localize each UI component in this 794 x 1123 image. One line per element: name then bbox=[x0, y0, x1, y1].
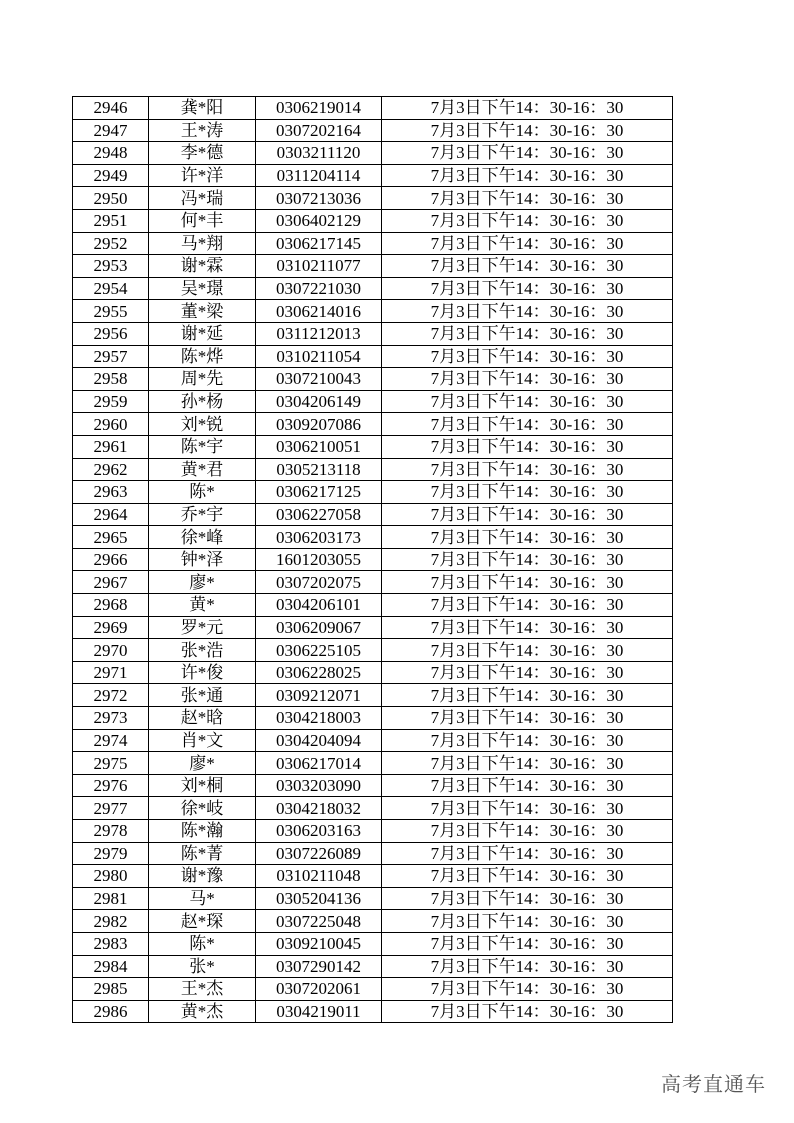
exam-time-cell: 7月3日下午14：30-16：30 bbox=[382, 729, 673, 752]
row-number-cell: 2980 bbox=[73, 865, 149, 888]
watermark-text: 高考直通车 bbox=[661, 1072, 766, 1096]
student-name-cell: 谢*霖 bbox=[149, 255, 256, 278]
row-number-cell: 2957 bbox=[73, 345, 149, 368]
table-row bbox=[73, 774, 673, 797]
row-number-cell: 2955 bbox=[73, 300, 149, 323]
exam-time-cell: 7月3日下午14：30-16：30 bbox=[382, 232, 673, 255]
table-row bbox=[73, 865, 673, 888]
student-id-cell: 0307290142 bbox=[256, 955, 382, 978]
student-id-cell: 0304204094 bbox=[256, 729, 382, 752]
exam-time-cell: 7月3日下午14：30-16：30 bbox=[382, 97, 673, 120]
student-name-cell: 何*丰 bbox=[149, 209, 256, 232]
student-id-cell: 0310211054 bbox=[256, 345, 382, 368]
row-number-cell: 2973 bbox=[73, 707, 149, 730]
table-row bbox=[73, 797, 673, 820]
table-row bbox=[73, 300, 673, 323]
student-id-cell: 0306210051 bbox=[256, 435, 382, 458]
student-id-cell: 0303211120 bbox=[256, 142, 382, 165]
table-row bbox=[73, 232, 673, 255]
table-row bbox=[73, 187, 673, 210]
row-number-cell: 2954 bbox=[73, 277, 149, 300]
student-name-cell: 廖* bbox=[149, 571, 256, 594]
exam-time-cell: 7月3日下午14：30-16：30 bbox=[382, 300, 673, 323]
student-id-cell: 0309210045 bbox=[256, 932, 382, 955]
table-row bbox=[73, 481, 673, 504]
exam-time-cell: 7月3日下午14：30-16：30 bbox=[382, 842, 673, 865]
table-row bbox=[73, 142, 673, 165]
table-row bbox=[73, 684, 673, 707]
table-row bbox=[73, 390, 673, 413]
student-name-cell: 陈* bbox=[149, 932, 256, 955]
row-number-cell: 2947 bbox=[73, 119, 149, 142]
student-name-cell: 许*俊 bbox=[149, 661, 256, 684]
exam-time-cell: 7月3日下午14：30-16：30 bbox=[382, 978, 673, 1001]
student-name-cell: 孙*杨 bbox=[149, 390, 256, 413]
student-id-cell: 0304218003 bbox=[256, 707, 382, 730]
student-id-cell: 0309212071 bbox=[256, 684, 382, 707]
exam-time-cell: 7月3日下午14：30-16：30 bbox=[382, 887, 673, 910]
row-number-cell: 2971 bbox=[73, 661, 149, 684]
student-name-cell: 马*翔 bbox=[149, 232, 256, 255]
student-id-cell: 0307202164 bbox=[256, 119, 382, 142]
exam-time-cell: 7月3日下午14：30-16：30 bbox=[382, 820, 673, 843]
exam-time-cell: 7月3日下午14：30-16：30 bbox=[382, 503, 673, 526]
student-name-cell: 张*通 bbox=[149, 684, 256, 707]
table-row bbox=[73, 255, 673, 278]
row-number-cell: 2964 bbox=[73, 503, 149, 526]
student-id-cell: 0306228025 bbox=[256, 661, 382, 684]
table-row bbox=[73, 616, 673, 639]
table-row bbox=[73, 729, 673, 752]
student-id-cell: 0306217125 bbox=[256, 481, 382, 504]
student-name-cell: 张* bbox=[149, 955, 256, 978]
exam-time-cell: 7月3日下午14：30-16：30 bbox=[382, 119, 673, 142]
student-id-cell: 0304219011 bbox=[256, 1000, 382, 1023]
row-number-cell: 2953 bbox=[73, 255, 149, 278]
exam-time-cell: 7月3日下午14：30-16：30 bbox=[382, 797, 673, 820]
student-name-cell: 罗*元 bbox=[149, 616, 256, 639]
student-name-cell: 吴*璟 bbox=[149, 277, 256, 300]
row-number-cell: 2960 bbox=[73, 413, 149, 436]
student-name-cell: 肖*文 bbox=[149, 729, 256, 752]
table-row bbox=[73, 277, 673, 300]
student-id-cell: 0306217014 bbox=[256, 752, 382, 775]
exam-time-cell: 7月3日下午14：30-16：30 bbox=[382, 142, 673, 165]
exam-time-cell: 7月3日下午14：30-16：30 bbox=[382, 435, 673, 458]
exam-time-cell: 7月3日下午14：30-16：30 bbox=[382, 865, 673, 888]
table-row bbox=[73, 345, 673, 368]
exam-time-cell: 7月3日下午14：30-16：30 bbox=[382, 255, 673, 278]
student-name-cell: 刘*锐 bbox=[149, 413, 256, 436]
row-number-cell: 2979 bbox=[73, 842, 149, 865]
student-name-cell: 马* bbox=[149, 887, 256, 910]
student-id-cell: 0311204114 bbox=[256, 164, 382, 187]
row-number-cell: 2974 bbox=[73, 729, 149, 752]
exam-time-cell: 7月3日下午14：30-16：30 bbox=[382, 187, 673, 210]
student-id-cell: 0306219014 bbox=[256, 97, 382, 120]
exam-time-cell: 7月3日下午14：30-16：30 bbox=[382, 955, 673, 978]
student-name-cell: 陈*烨 bbox=[149, 345, 256, 368]
table-row bbox=[73, 661, 673, 684]
exam-time-cell: 7月3日下午14：30-16：30 bbox=[382, 774, 673, 797]
row-number-cell: 2951 bbox=[73, 209, 149, 232]
student-id-cell: 0306225105 bbox=[256, 639, 382, 662]
table-row bbox=[73, 707, 673, 730]
exam-time-cell: 7月3日下午14：30-16：30 bbox=[382, 684, 673, 707]
row-number-cell: 2981 bbox=[73, 887, 149, 910]
exam-time-cell: 7月3日下午14：30-16：30 bbox=[382, 413, 673, 436]
exam-time-cell: 7月3日下午14：30-16：30 bbox=[382, 1000, 673, 1023]
table-row bbox=[73, 119, 673, 142]
table-row bbox=[73, 368, 673, 391]
student-name-cell: 董*梁 bbox=[149, 300, 256, 323]
table-row bbox=[73, 413, 673, 436]
exam-time-cell: 7月3日下午14：30-16：30 bbox=[382, 707, 673, 730]
student-id-cell: 0309207086 bbox=[256, 413, 382, 436]
student-name-cell: 谢*延 bbox=[149, 322, 256, 345]
exam-time-cell: 7月3日下午14：30-16：30 bbox=[382, 910, 673, 933]
student-id-cell: 0305204136 bbox=[256, 887, 382, 910]
table-row bbox=[73, 458, 673, 481]
row-number-cell: 2963 bbox=[73, 481, 149, 504]
row-number-cell: 2983 bbox=[73, 932, 149, 955]
row-number-cell: 2969 bbox=[73, 616, 149, 639]
table-row bbox=[73, 209, 673, 232]
student-id-cell: 0304206149 bbox=[256, 390, 382, 413]
exam-time-cell: 7月3日下午14：30-16：30 bbox=[382, 322, 673, 345]
student-id-cell: 0306203163 bbox=[256, 820, 382, 843]
student-id-cell: 0306402129 bbox=[256, 209, 382, 232]
row-number-cell: 2961 bbox=[73, 435, 149, 458]
table-row bbox=[73, 322, 673, 345]
table-row bbox=[73, 842, 673, 865]
student-name-cell: 黄*杰 bbox=[149, 1000, 256, 1023]
row-number-cell: 2959 bbox=[73, 390, 149, 413]
student-id-cell: 0310211048 bbox=[256, 865, 382, 888]
student-id-cell: 0303203090 bbox=[256, 774, 382, 797]
row-number-cell: 2978 bbox=[73, 820, 149, 843]
table-row bbox=[73, 955, 673, 978]
row-number-cell: 2966 bbox=[73, 548, 149, 571]
exam-time-cell: 7月3日下午14：30-16：30 bbox=[382, 639, 673, 662]
student-name-cell: 冯*瑞 bbox=[149, 187, 256, 210]
student-id-cell: 0310211077 bbox=[256, 255, 382, 278]
exam-time-cell: 7月3日下午14：30-16：30 bbox=[382, 548, 673, 571]
student-name-cell: 张*浩 bbox=[149, 639, 256, 662]
exam-time-cell: 7月3日下午14：30-16：30 bbox=[382, 368, 673, 391]
exam-time-cell: 7月3日下午14：30-16：30 bbox=[382, 164, 673, 187]
student-name-cell: 陈*宇 bbox=[149, 435, 256, 458]
student-name-cell: 李*德 bbox=[149, 142, 256, 165]
exam-time-cell: 7月3日下午14：30-16：30 bbox=[382, 594, 673, 617]
row-number-cell: 2946 bbox=[73, 97, 149, 120]
student-name-cell: 陈* bbox=[149, 481, 256, 504]
student-name-cell: 廖* bbox=[149, 752, 256, 775]
row-number-cell: 2950 bbox=[73, 187, 149, 210]
table-row bbox=[73, 97, 673, 120]
table-row bbox=[73, 548, 673, 571]
row-number-cell: 2982 bbox=[73, 910, 149, 933]
student-name-cell: 陈*菁 bbox=[149, 842, 256, 865]
student-id-cell: 0311212013 bbox=[256, 322, 382, 345]
student-id-cell: 0306227058 bbox=[256, 503, 382, 526]
row-number-cell: 2958 bbox=[73, 368, 149, 391]
row-number-cell: 2976 bbox=[73, 774, 149, 797]
table-row bbox=[73, 910, 673, 933]
student-name-cell: 陈*瀚 bbox=[149, 820, 256, 843]
student-id-cell: 0307213036 bbox=[256, 187, 382, 210]
table-row bbox=[73, 978, 673, 1001]
table-row bbox=[73, 526, 673, 549]
roster-body bbox=[73, 97, 673, 1023]
row-number-cell: 2975 bbox=[73, 752, 149, 775]
student-name-cell: 黄* bbox=[149, 594, 256, 617]
row-number-cell: 2962 bbox=[73, 458, 149, 481]
row-number-cell: 2967 bbox=[73, 571, 149, 594]
exam-time-cell: 7月3日下午14：30-16：30 bbox=[382, 277, 673, 300]
student-id-cell: 0307202075 bbox=[256, 571, 382, 594]
table-row bbox=[73, 594, 673, 617]
roster-table bbox=[72, 96, 673, 1023]
exam-time-cell: 7月3日下午14：30-16：30 bbox=[382, 481, 673, 504]
table-row bbox=[73, 887, 673, 910]
student-name-cell: 徐*峰 bbox=[149, 526, 256, 549]
row-number-cell: 2948 bbox=[73, 142, 149, 165]
row-number-cell: 2970 bbox=[73, 639, 149, 662]
table-row bbox=[73, 639, 673, 662]
student-id-cell: 0306214016 bbox=[256, 300, 382, 323]
exam-time-cell: 7月3日下午14：30-16：30 bbox=[382, 345, 673, 368]
exam-time-cell: 7月3日下午14：30-16：30 bbox=[382, 209, 673, 232]
student-id-cell: 0307221030 bbox=[256, 277, 382, 300]
table-row bbox=[73, 1000, 673, 1023]
student-name-cell: 谢*豫 bbox=[149, 865, 256, 888]
exam-time-cell: 7月3日下午14：30-16：30 bbox=[382, 526, 673, 549]
exam-time-cell: 7月3日下午14：30-16：30 bbox=[382, 752, 673, 775]
exam-time-cell: 7月3日下午14：30-16：30 bbox=[382, 661, 673, 684]
student-name-cell: 赵*琛 bbox=[149, 910, 256, 933]
student-name-cell: 王*杰 bbox=[149, 978, 256, 1001]
exam-time-cell: 7月3日下午14：30-16：30 bbox=[382, 616, 673, 639]
student-name-cell: 乔*宇 bbox=[149, 503, 256, 526]
row-number-cell: 2949 bbox=[73, 164, 149, 187]
student-id-cell: 0307210043 bbox=[256, 368, 382, 391]
student-id-cell: 0304206101 bbox=[256, 594, 382, 617]
row-number-cell: 2972 bbox=[73, 684, 149, 707]
exam-time-cell: 7月3日下午14：30-16：30 bbox=[382, 932, 673, 955]
exam-time-cell: 7月3日下午14：30-16：30 bbox=[382, 458, 673, 481]
exam-time-cell: 7月3日下午14：30-16：30 bbox=[382, 571, 673, 594]
student-name-cell: 王*涛 bbox=[149, 119, 256, 142]
table-row bbox=[73, 820, 673, 843]
student-id-cell: 0306209067 bbox=[256, 616, 382, 639]
student-id-cell: 0306217145 bbox=[256, 232, 382, 255]
student-name-cell: 赵*晗 bbox=[149, 707, 256, 730]
student-name-cell: 许*洋 bbox=[149, 164, 256, 187]
student-id-cell: 0307225048 bbox=[256, 910, 382, 933]
row-number-cell: 2986 bbox=[73, 1000, 149, 1023]
row-number-cell: 2965 bbox=[73, 526, 149, 549]
row-number-cell: 2984 bbox=[73, 955, 149, 978]
row-number-cell: 2968 bbox=[73, 594, 149, 617]
student-id-cell: 0307202061 bbox=[256, 978, 382, 1001]
table-row bbox=[73, 752, 673, 775]
row-number-cell: 2956 bbox=[73, 322, 149, 345]
student-id-cell: 0304218032 bbox=[256, 797, 382, 820]
table-row bbox=[73, 164, 673, 187]
student-id-cell: 1601203055 bbox=[256, 548, 382, 571]
student-name-cell: 龚*阳 bbox=[149, 97, 256, 120]
table-row bbox=[73, 571, 673, 594]
student-name-cell: 周*先 bbox=[149, 368, 256, 391]
exam-time-cell: 7月3日下午14：30-16：30 bbox=[382, 390, 673, 413]
table-row bbox=[73, 932, 673, 955]
student-name-cell: 黄*君 bbox=[149, 458, 256, 481]
student-name-cell: 徐*岐 bbox=[149, 797, 256, 820]
row-number-cell: 2977 bbox=[73, 797, 149, 820]
table-row bbox=[73, 435, 673, 458]
student-id-cell: 0305213118 bbox=[256, 458, 382, 481]
student-id-cell: 0307226089 bbox=[256, 842, 382, 865]
student-id-cell: 0306203173 bbox=[256, 526, 382, 549]
table-row bbox=[73, 503, 673, 526]
student-name-cell: 钟*泽 bbox=[149, 548, 256, 571]
row-number-cell: 2952 bbox=[73, 232, 149, 255]
row-number-cell: 2985 bbox=[73, 978, 149, 1001]
student-name-cell: 刘*桐 bbox=[149, 774, 256, 797]
